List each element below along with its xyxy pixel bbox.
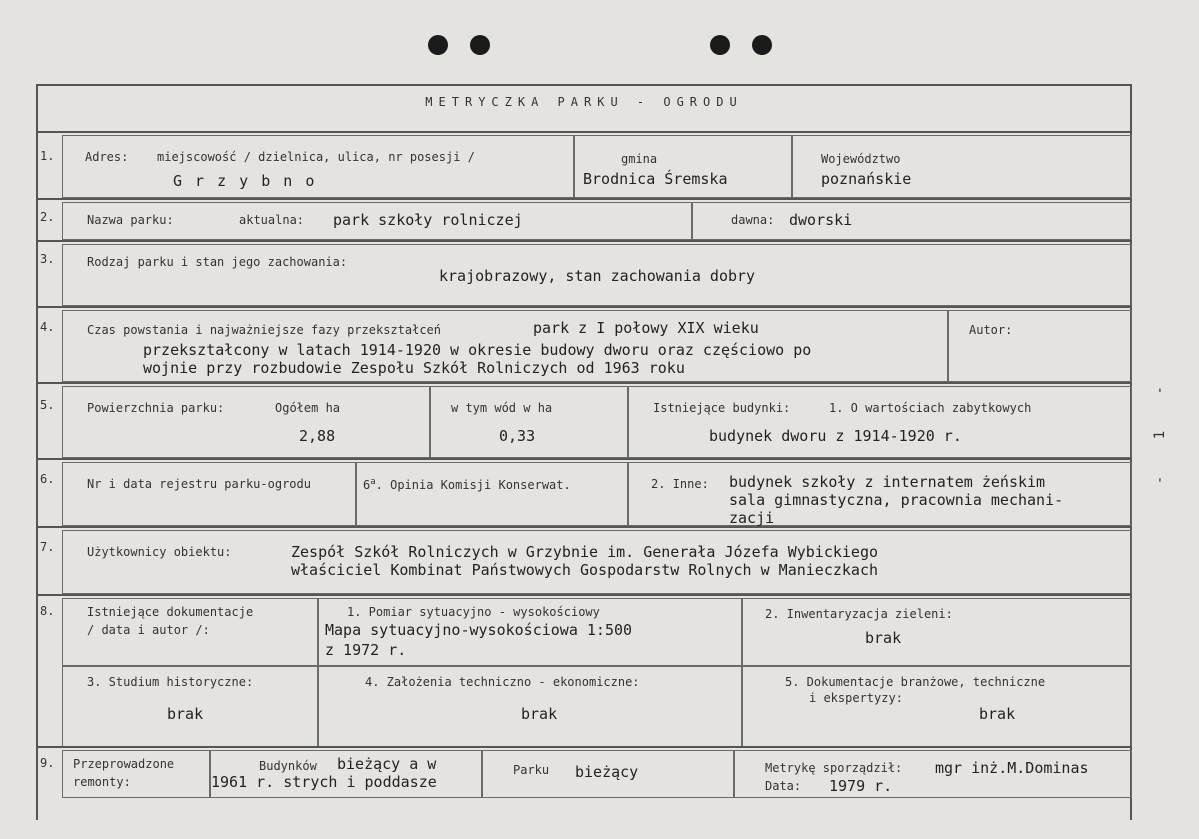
- address-cell: [62, 135, 574, 198]
- history-study-label: 3. Studium historyczne:: [87, 675, 254, 689]
- park-repairs-label: Parku: [513, 763, 550, 777]
- total-area-label: Ogółem ha: [275, 401, 341, 415]
- other-buildings-line1: budynek szkoły z internatem żeńskim: [729, 473, 1046, 491]
- history-study-value: brak: [167, 705, 204, 723]
- water-cell: [430, 386, 628, 458]
- docs-label-line1: Istniejące dokumentacje: [87, 605, 254, 619]
- author-label: Autor:: [969, 323, 1013, 337]
- row-number: 2.: [40, 210, 55, 224]
- row-3: [36, 240, 1132, 306]
- repairs-label-line2: remonty:: [73, 775, 131, 789]
- park-type-value: krajobrazowy, stan zachowania dobry: [439, 267, 756, 285]
- history-label: Czas powstania i najważniejsze fazy przekształceń: [87, 323, 442, 337]
- buildings-sublabel: 1. O wartościach zabytkowych: [829, 401, 1032, 415]
- address-value: G r z y b n o: [173, 172, 317, 190]
- users-value-line1: Zespół Szkół Rolniczych w Grzybnie im. Generała Józefa Wybickiego: [291, 543, 878, 561]
- tech-econ-cell: [318, 666, 742, 748]
- history-value-line2: przekształcony w latach 1914-1920 w okresie budowy dworu oraz częściowo po: [143, 341, 812, 359]
- voivodeship-label: Województwo: [821, 152, 901, 166]
- row-1: [36, 131, 1132, 198]
- current-name-value: park szkoły rolniczej: [333, 211, 523, 229]
- row-5: [36, 382, 1132, 458]
- register-label: Nr i data rejestru parku-ogrodu: [87, 477, 311, 491]
- branch-docs-label-line2: i ekspertyzy:: [809, 691, 903, 705]
- page-number: - 1 -: [1152, 372, 1168, 485]
- prepared-by-cell: [734, 750, 1132, 798]
- tech-econ-label: 4. Założenia techniczno - ekonomiczne:: [365, 675, 640, 689]
- total-area-value: 2,88: [299, 427, 336, 445]
- address-label: Adres:: [85, 150, 129, 164]
- building-repairs-value-line1: bieżący a w: [337, 755, 437, 773]
- branch-docs-value: brak: [979, 705, 1016, 723]
- building-repairs-value-line2: 1961 r. strych i poddasze: [211, 773, 437, 791]
- park-name-cell: [62, 202, 692, 240]
- prepared-by-label: Metrykę sporządził:: [765, 761, 903, 775]
- punch-hole: [470, 35, 490, 55]
- buildings-cell: [628, 386, 1132, 458]
- greenery-label: 2. Inwentaryzacja zieleni:: [765, 607, 953, 621]
- greenery-value: brak: [865, 629, 902, 647]
- users-label: Użytkownicy obiektu:: [87, 545, 232, 559]
- row-number: 4.: [40, 320, 55, 334]
- survey-label: 1. Pomiar sytuacyjno - wysokościowy: [347, 605, 600, 619]
- gmina-value: Brodnica Śremska: [583, 170, 728, 188]
- other-buildings-line3: zacji: [729, 509, 775, 527]
- greenery-cell: [742, 598, 1132, 666]
- punch-hole: [752, 35, 772, 55]
- buildings-label: Istniejące budynki:: [653, 401, 791, 415]
- date-value: 1979 r.: [829, 777, 893, 795]
- row-7: [36, 526, 1132, 594]
- water-area-label: w tym wód w ha: [451, 401, 553, 415]
- opinion-cell: [356, 462, 628, 526]
- voivodeship-value: poznańskie: [821, 170, 912, 188]
- former-name-label: dawna:: [731, 213, 775, 227]
- register-cell: [62, 462, 356, 526]
- row-number: 5.: [40, 398, 55, 412]
- water-area-value: 0,33: [499, 427, 536, 445]
- opinion-label: 6$^a$. Opinia Komisji Konserwat.: [363, 477, 571, 492]
- area-cell: [62, 386, 430, 458]
- address-sublabel: miejscowość / dzielnica, ulica, nr posesji /: [157, 150, 475, 164]
- row-number: 9.: [40, 756, 55, 770]
- park-repairs-value: bieżący: [575, 763, 639, 781]
- voivodeship-cell: [792, 135, 1132, 198]
- row-number: 3.: [40, 252, 55, 266]
- prepared-by-value: mgr inż.M.Dominas: [935, 759, 1089, 777]
- row-4: [36, 306, 1132, 382]
- docs-cell: [62, 598, 318, 666]
- row-8: [36, 594, 1132, 746]
- former-name-cell: [692, 202, 1132, 240]
- other-buildings-label: 2. Inne:: [651, 477, 709, 491]
- area-label: Powierzchnia parku:: [87, 401, 225, 415]
- row-number: 6.: [40, 472, 55, 486]
- punch-hole: [710, 35, 730, 55]
- survey-value-line1: Mapa sytuacyjno-wysokościowa 1:500: [325, 621, 633, 639]
- park-type-label: Rodzaj parku i stan jego zachowania:: [87, 255, 348, 269]
- row-2: [36, 198, 1132, 240]
- branch-docs-label-line1: 5. Dokumentacje branżowe, techniczne: [785, 675, 1046, 689]
- punch-hole: [428, 35, 448, 55]
- docs-label-line2: / data i autor /:: [87, 623, 210, 637]
- park-name-label: Nazwa parku:: [87, 213, 174, 227]
- date-label: Data:: [765, 779, 802, 793]
- history-study-cell: [62, 666, 318, 748]
- survey-value-line2: z 1972 r.: [325, 641, 407, 659]
- row-9: [36, 746, 1132, 798]
- history-value-line1: park z I połowy XIX wieku: [533, 319, 759, 337]
- park-type-cell: [62, 244, 1132, 306]
- former-name-value: dworski: [789, 211, 853, 229]
- survey-cell: [318, 598, 742, 666]
- row-number: 1.: [40, 149, 55, 163]
- branch-docs-cell: [742, 666, 1132, 748]
- park-repairs-cell: [482, 750, 734, 798]
- history-value-line3: wojnie przy rozbudowie Zespołu Szkół Rolniczych od 1963 roku: [143, 359, 685, 377]
- other-buildings-line2: sala gimnastyczna, pracownia mechani-: [729, 491, 1064, 509]
- buildings-value: budynek dworu z 1914-1920 r.: [709, 427, 962, 445]
- repairs-label-line1: Przeprowadzone: [73, 757, 175, 771]
- gmina-cell: [574, 135, 792, 198]
- row-6: [36, 458, 1132, 526]
- building-repairs-cell: [210, 750, 482, 798]
- gmina-label: gmina: [621, 152, 658, 166]
- tech-econ-value: brak: [521, 705, 558, 723]
- other-buildings-cell: [628, 462, 1132, 526]
- current-name-label: aktualna:: [239, 213, 305, 227]
- repairs-cell: [62, 750, 210, 798]
- users-cell: [62, 530, 1132, 594]
- form-title: METRYCZKA PARKU - OGRODU: [425, 95, 743, 109]
- building-repairs-label: Budynków: [259, 759, 317, 773]
- row-number: 8.: [40, 604, 55, 618]
- history-cell: [62, 310, 948, 382]
- row-number: 7.: [40, 540, 55, 554]
- users-value-line2: właściciel Kombinat Państwowych Gospodarstw Rolnych w Manieczkach: [291, 561, 878, 579]
- author-cell: [948, 310, 1132, 382]
